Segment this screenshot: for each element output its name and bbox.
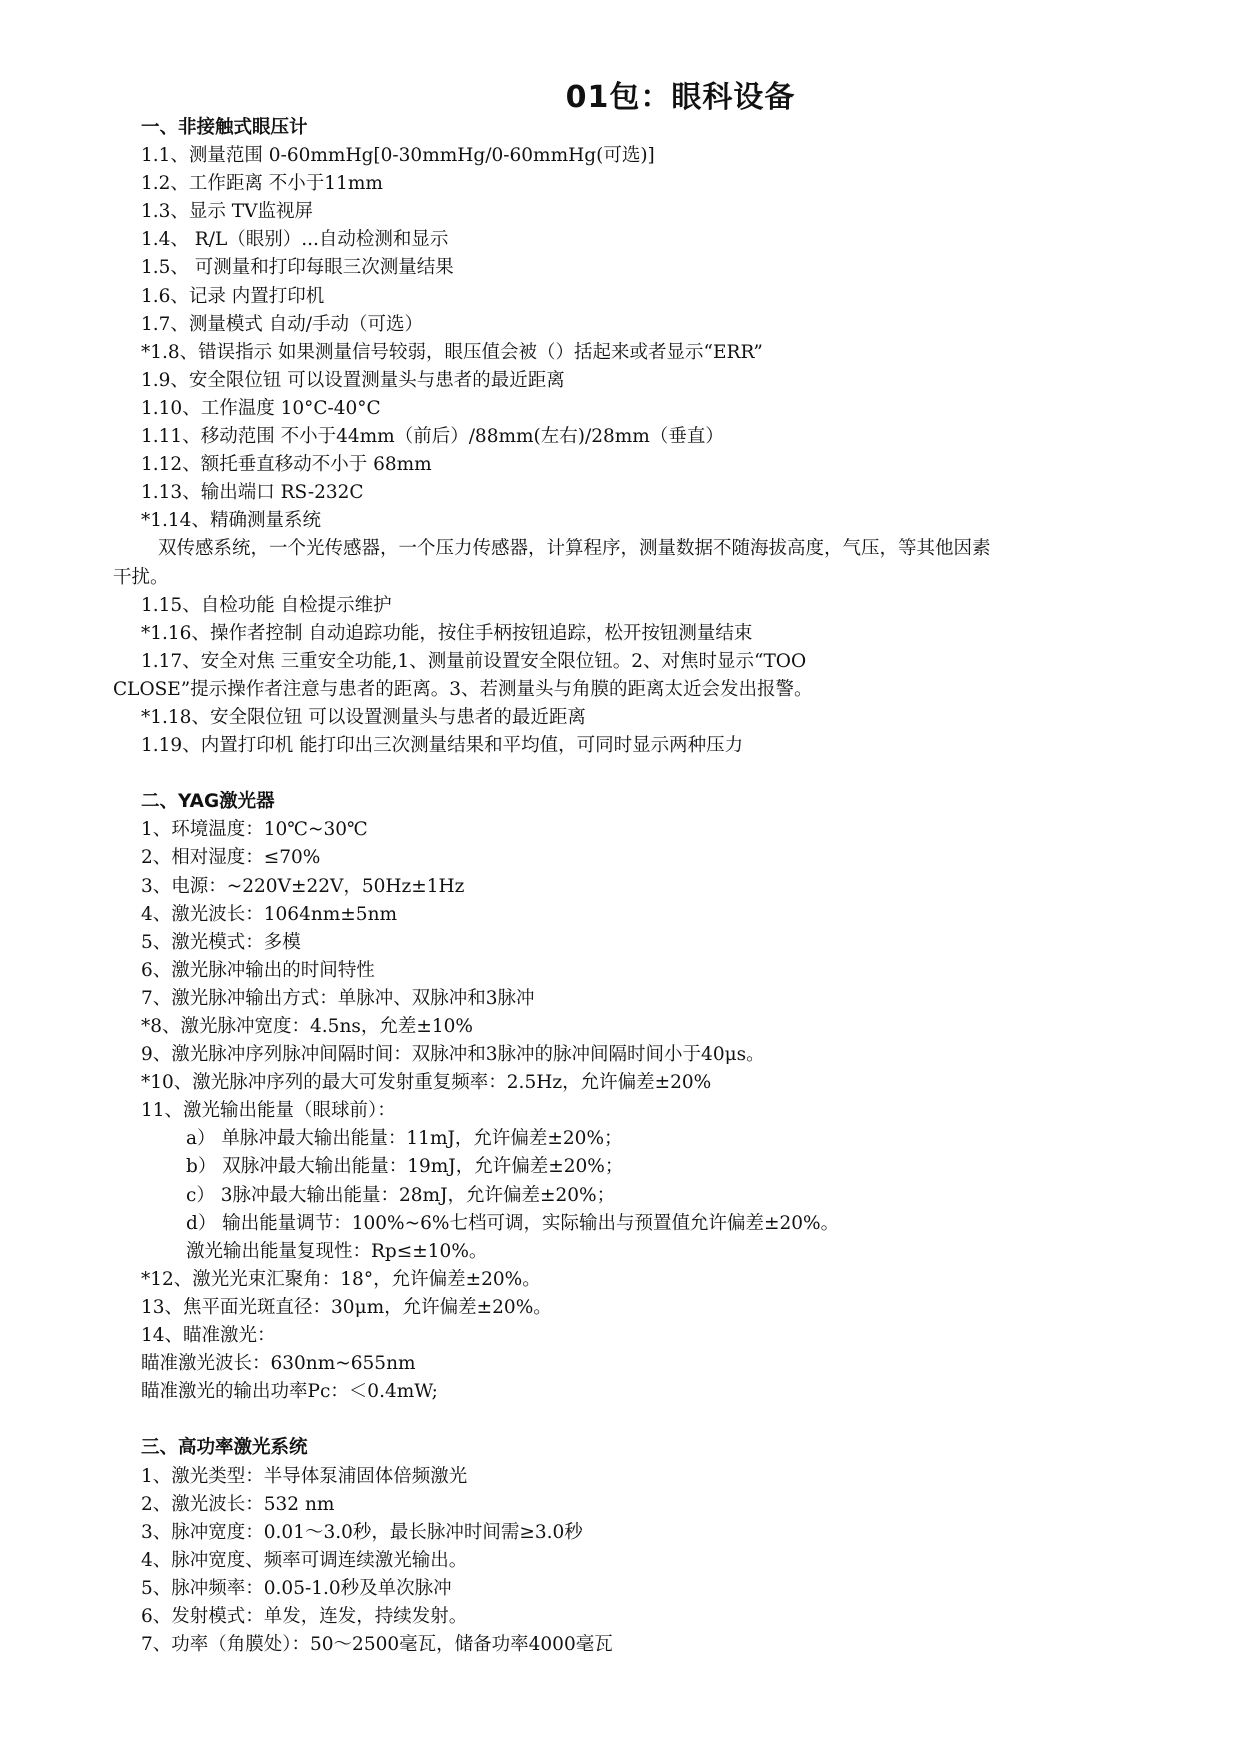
spec-line: 1.11、移动范围 不小于44mm（前后）/88mm(左右)/28mm（垂直） — [141, 426, 724, 448]
sub-spec-line: 激光输出能量复现性：Rp≤±10%。 — [186, 1240, 488, 1262]
spec-line: 7、激光脉冲输出方式：单脉冲、双脉冲和3脉冲 — [141, 987, 535, 1009]
spec-line: 1.5、 可测量和打印每眼三次测量结果 — [141, 257, 454, 279]
page-title: 01包：眼科设备 — [565, 80, 796, 115]
spec-line: 1.1、测量范围 0-60mmHg[0-30mmHg/0-60mmHg(可选)] — [141, 145, 655, 167]
spec-line: 1.19、内置打印机 能打印出三次测量结果和平均值，可同时显示两种压力 — [141, 735, 744, 757]
paragraph-line: 双传感系统，一个光传感器，一个压力传感器，计算程序，测量数据不随海拔高度，气压，等其他因素 — [158, 538, 991, 560]
spec-line: 1、激光类型：半导体泵浦固体倍频激光 — [141, 1465, 468, 1487]
spec-line: 9、激光脉冲序列脉冲间隔时间：双脉冲和3脉冲的脉冲间隔时间小于40μs。 — [141, 1044, 765, 1066]
spec-line: 6、激光脉冲输出的时间特性 — [141, 959, 375, 981]
section-heading: 二、YAG激光器 — [141, 791, 275, 813]
sub-spec-line: c） 3脉冲最大输出能量：28mJ，允许偏差±20%； — [186, 1184, 616, 1206]
spec-line: *1.18、安全限位钮 可以设置测量头与患者的最近距离 — [141, 706, 586, 728]
spec-line: *10、激光脉冲序列的最大可发射重复频率：2.5Hz，允许偏差±20% — [141, 1072, 712, 1094]
spec-line: 5、激光模式：多模 — [141, 931, 301, 953]
spec-line: 瞄准激光的输出功率Pc：＜0.4mW; — [141, 1381, 438, 1403]
spec-line: 1.4、 R/L（眼别）...自动检测和显示 — [141, 229, 449, 251]
spec-line: 1.15、自检功能 自检提示维护 — [141, 594, 392, 616]
spec-line: 14、瞄准激光： — [141, 1325, 276, 1347]
spec-line: 1.7、测量模式 自动/手动（可选） — [141, 313, 424, 335]
spec-line: 1.2、工作距离 不小于11mm — [141, 173, 383, 195]
sub-spec-line: d） 输出能量调节：100%~6%七档可调，实际输出与预置值允许偏差±20%。 — [186, 1212, 840, 1234]
section-heading: 三、高功率激光系统 — [141, 1437, 308, 1459]
section-heading: 一、非接触式眼压计 — [141, 117, 308, 138]
spec-line: 4、激光波长：1064nm±5nm — [141, 903, 398, 925]
spacer — [0, 1406, 1241, 1434]
spec-line: *12、激光光束汇聚角：18°，允许偏差±20%。 — [141, 1268, 541, 1290]
spec-line: 瞄准激光波长：630nm~655nm — [141, 1353, 416, 1375]
spec-line: *1.8、错误指示 如果测量信号较弱，眼压值会被（）括起来或者显示“ERR” — [141, 341, 763, 363]
spec-line: 3、脉冲宽度：0.01～3.0秒，最长脉冲时间需≥3.0秒 — [141, 1521, 583, 1543]
spec-line: 1.6、记录 内置打印机 — [141, 285, 325, 307]
spec-line: 1、环境温度：10℃~30℃ — [141, 819, 368, 841]
spec-line: 1.9、安全限位钮 可以设置测量头与患者的最近距离 — [141, 369, 565, 391]
paragraph-line: CLOSE”提示操作者注意与患者的距离。3、若测量头与角膜的距离太近会发出报警。 — [113, 678, 813, 700]
document-body — [0, 114, 1241, 1659]
spec-line: 1.13、输出端口 RS-232C — [141, 482, 364, 504]
sub-spec-line: b） 双脉冲最大输出能量：19mJ，允许偏差±20%； — [186, 1156, 624, 1178]
spec-line: 1.3、显示 TV监视屏 — [141, 201, 314, 223]
spec-line: 2、相对湿度：≤70% — [141, 847, 321, 869]
paragraph-line: 干扰。 — [113, 566, 169, 588]
spec-line: 3、电源：~220V±22V，50Hz±1Hz — [141, 875, 465, 897]
spec-line: *8、激光脉冲宽度：4.5ns，允差±10% — [141, 1016, 473, 1037]
spec-line: 4、脉冲宽度、频率可调连续激光输出。 — [141, 1549, 468, 1571]
spec-line: 2、激光波长：532 nm — [141, 1493, 335, 1515]
sub-spec-line: a） 单脉冲最大输出能量：11mJ，允许偏差±20%； — [186, 1128, 623, 1150]
spec-line: 5、脉冲频率：0.05-1.0秒及单次脉冲 — [141, 1577, 452, 1599]
spec-line: *1.16、操作者控制 自动追踪功能，按住手柄按钮追踪，松开按钮测量结束 — [141, 622, 753, 644]
spec-line: 1.12、额托垂直移动不小于 68mm — [141, 454, 432, 476]
spec-line: 6、发射模式：单发，连发，持续发射。 — [141, 1605, 468, 1627]
spec-line: 1.17、安全对焦 三重安全功能,1、测量前设置安全限位钮。2、对焦时显示“TOO — [141, 650, 807, 672]
spec-line: *1.14、精确测量系统 — [141, 510, 321, 532]
spec-line: 13、焦平面光斑直径：30μm，允许偏差±20%。 — [141, 1296, 552, 1318]
spacer — [0, 760, 1241, 788]
spec-line: 11、激光输出能量（眼球前）： — [141, 1100, 396, 1122]
spec-line: 1.10、工作温度 10°C-40°C — [141, 397, 381, 419]
spec-line: 7、功率（角膜处）：50～2500毫瓦，储备功率4000毫瓦 — [141, 1634, 613, 1656]
